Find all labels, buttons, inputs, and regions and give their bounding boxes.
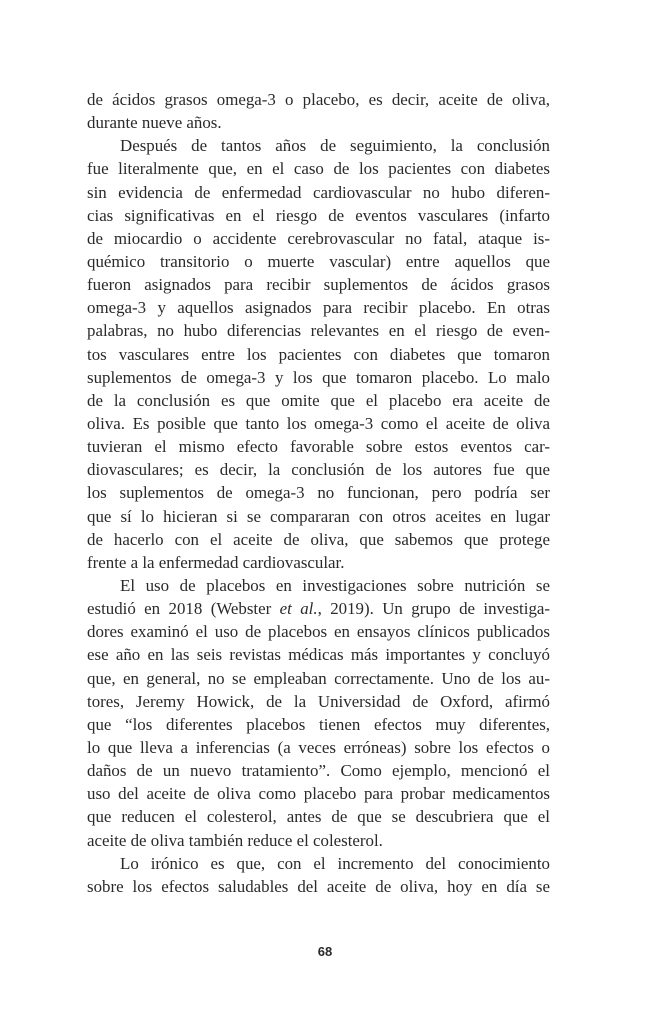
text-line: uso del aceite de oliva como placebo para probar medicamentos [87, 784, 550, 804]
text-line: tos vasculares entre los pacientes con diabetes que tomaron [87, 344, 550, 364]
text-line: sin evidencia de enfermedad cardiovascular no hubo diferen- [87, 182, 550, 202]
text-line: daños de un nuevo tratamiento”. Como ejemplo, mencionó el [87, 761, 550, 781]
citation-et-al: et al. [279, 599, 318, 619]
text-line: de hacerlo con el aceite de oliva, que sabemos que protege [87, 529, 550, 549]
text-line: diovasculares; es decir, la conclusión de los autores fue que [87, 460, 550, 480]
text-line: dores examinó el uso de placebos en ensayos clínicos publicados [87, 622, 550, 642]
text-line: que, en general, no se empleaban correctamente. Uno de los au- [87, 668, 550, 688]
text-line: quémico transitorio o muerte vascular) entre aquellos que [87, 251, 550, 271]
text-line: palabras, no hubo diferencias relevantes en el riesgo de even- [87, 321, 550, 341]
text-line: tores, Jeremy Howick, de la Universidad de Oxford, afirmó [87, 691, 550, 711]
text-line: omega-3 y aquellos asignados para recibir placebo. En otras [87, 298, 550, 318]
paragraph [87, 88, 550, 134]
text-line: de miocardio o accidente cerebrovascular no fatal, ataque is- [87, 228, 550, 248]
text-line: fueron asignados para recibir suplementos de ácidos grasos [87, 275, 550, 295]
text-line: aceite de oliva también reduce el colesterol. [87, 830, 383, 850]
text-line: sobre los efectos saludables del aceite de oliva, hoy en día se [87, 876, 550, 896]
text-line: de ácidos grasos omega-3 o placebo, es decir, aceite de oliva, [87, 90, 550, 109]
page-body [87, 88, 550, 898]
text-line: de la conclusión es que omite que el placebo era aceite de [87, 390, 550, 410]
text-line: lo que lleva a inferencias (a veces erróneas) sobre los efectos o [87, 737, 550, 757]
text-line: que sí lo hicieran si se compararan con otros aceites en lugar [87, 506, 550, 526]
paragraph [87, 134, 550, 574]
text-line: los suplementos de omega-3 no funcionan, pero podría ser [87, 483, 550, 503]
text-line: El uso de placebos en investigaciones sobre nutrición se [120, 575, 550, 595]
text-line: frente a la enfermedad cardiovascular. [87, 552, 345, 572]
text-line: cias significativas en el riesgo de eventos vasculares (infarto [87, 205, 550, 225]
text-line: ese año en las seis revistas médicas más importantes y concluyó [87, 645, 550, 665]
text-line: durante nueve años. [87, 113, 222, 133]
text-line: suplementos de omega-3 y los que tomaron placebo. Lo malo [87, 367, 550, 387]
text-line: fue literalmente que, en el caso de los pacientes con diabetes [87, 159, 550, 179]
text-line: oliva. Es posible que tanto los omega-3 como el aceite de oliva [87, 413, 550, 433]
page-number: 68 [317, 944, 333, 959]
text-line: Lo irónico es que, con el incremento del conocimiento [120, 853, 550, 873]
text-line: que “los diferentes placebos tienen efectos muy diferentes, [87, 714, 550, 734]
paragraph [87, 574, 550, 852]
text-line: estudió en 2018 (Webster et al., 2019). Un grupo de investiga- [87, 599, 551, 619]
text-line: que reducen el colesterol, antes de que se descubriera que el [87, 807, 550, 827]
text-line: tuvieran el mismo efecto favorable sobre estos eventos car- [87, 437, 550, 457]
paragraph [87, 852, 550, 898]
text-line: Después de tantos años de seguimiento, la conclusión [120, 136, 550, 156]
